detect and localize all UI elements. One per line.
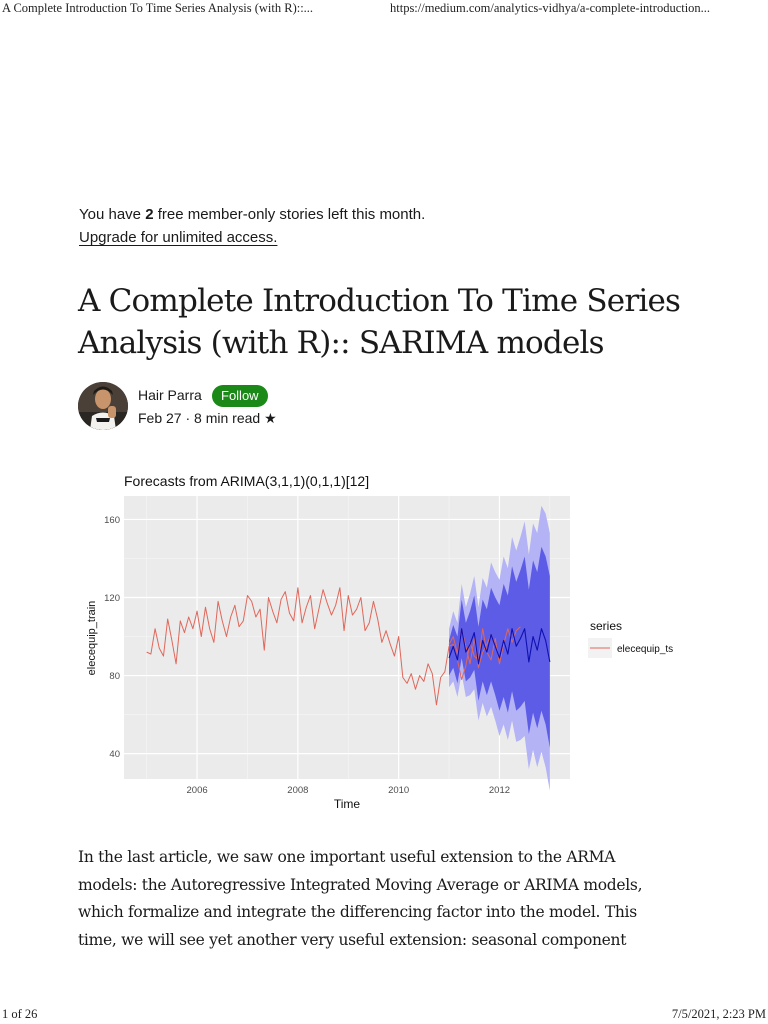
article-title-line-2: Analysis (with R):: SARIMA models [78,325,604,361]
article-title-line-1: A Complete Introduction To Time Series [78,283,681,319]
x-tick-label: 2010 [388,785,410,796]
body-line-3: which formalize and integrate the differencing factor into the model. This [78,903,637,921]
chart-title: Forecasts from ARIMA(3,1,1)(0,1,1)[12] [124,473,370,489]
y-axis-label: elecequip_train [86,600,98,676]
print-datetime: 7/5/2021, 2:23 PM [671,1007,766,1021]
paywall-suffix: free member-only stories left this month. [153,206,426,223]
print-footer [0,1007,768,1024]
avatar[interactable] [78,382,128,430]
y-tick-label: 120 [104,592,120,604]
author-name[interactable]: Hair Parra [138,387,202,403]
print-header [0,0,768,20]
y-tick-label: 160 [104,514,120,526]
legend [588,619,673,658]
article-meta [138,410,277,427]
print-header-title: A Complete Introduction To Time Series Analysis (with R)::... [2,1,314,15]
page-number: 1 of 26 [2,1007,38,1021]
print-header-url: https://medium.com/analytics-vidhya/a-complete-introduction... [390,1,711,15]
publish-date-read-time: Feb 27 · 8 min read [138,410,261,426]
paywall-notice [79,205,699,248]
x-tick-label: 2012 [488,785,511,796]
body-line-1: In the last article, we saw one important useful extension to the ARMA [78,848,616,866]
body-line-2: models: the Autoregressive Integrated Moving Average or ARIMA models, [78,875,643,894]
body-line-4: time, we will see yet another very useful extension: seasonal component [78,930,627,949]
upgrade-link[interactable]: Upgrade for unlimited access. [79,229,278,246]
forecast-chart-svg [80,468,700,814]
follow-button[interactable]: Follow [212,385,268,407]
y-tick-label: 40 [109,749,120,761]
legend-entry: elecequip_ts [617,644,674,655]
article-title [78,280,718,364]
legend-title: series [590,619,623,633]
forecast-chart [80,468,700,814]
paywall-count: 2 [145,206,154,223]
paywall-prefix: You have [79,206,146,223]
author-block [78,382,478,432]
x-tick-label: 2006 [186,785,208,796]
x-axis-label: Time [333,797,361,811]
member-only-star-icon: ★ [264,410,277,426]
article-body [78,844,698,954]
y-tick-label: 80 [109,671,120,683]
x-tick-label: 2008 [287,785,309,796]
paywall-text [79,205,699,225]
